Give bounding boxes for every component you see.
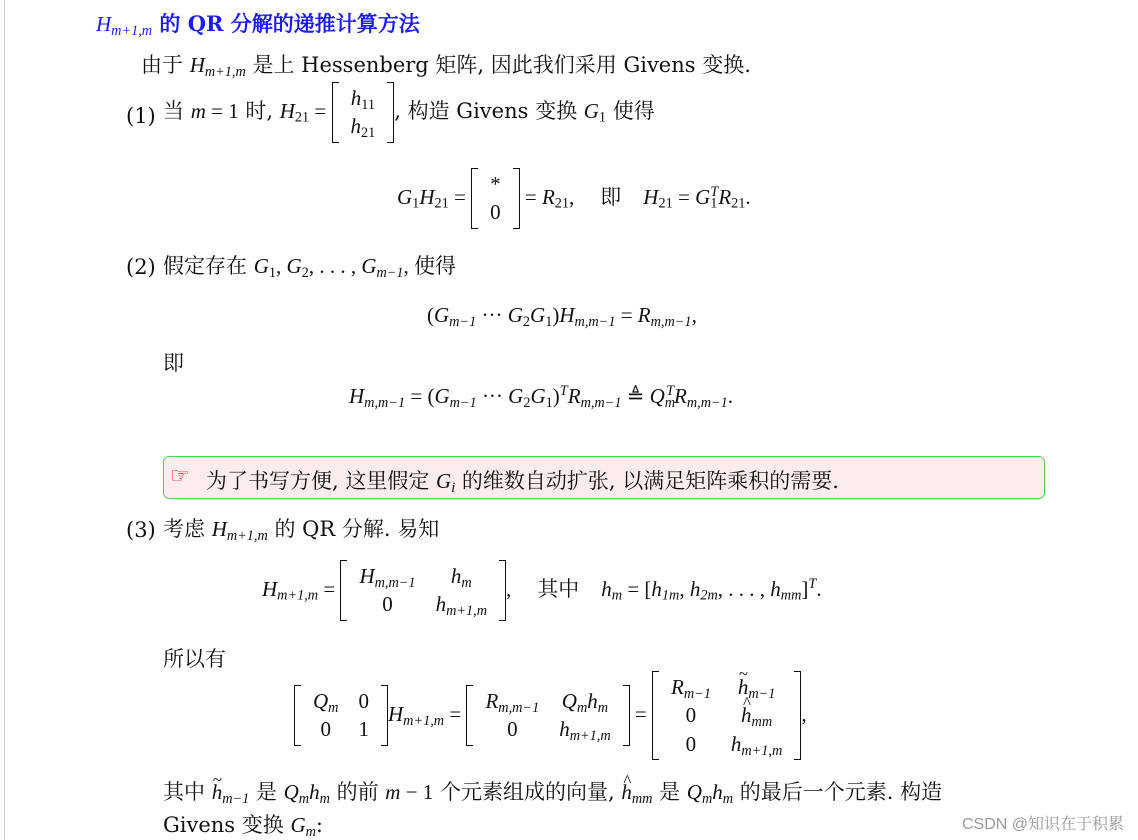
note-text: 为了书写方便, 这里假定 $G_i$ 的维数自动扩张, 以满足矩阵乘积的需要. [206,469,839,496]
step2-line: 假定存在 $G_1$, $G_2$, . . . , $G_{m-1}$, 使得 [163,254,457,281]
pointing-hand-icon: ☞ [170,464,190,489]
intro-text-a: 由于 [141,53,190,77]
page-left-rule [4,0,5,840]
step3-suoyiyou: 所以有 [163,647,226,671]
closing-text-c: 的前 [329,780,386,804]
closing-text-g: 的最后一个元素. 构造 [733,780,943,804]
note-text-a: 为了书写方便, 这里假定 [206,469,437,493]
step3-text-a: 考虑 [163,517,212,541]
intro-text-c: 是上 Hessenberg 矩阵, 因此我们采用 Givens 变换. [245,53,751,77]
note-box [163,456,1045,499]
section-title: $H_{m+1,m}$ 的 QR 分解的递推计算方法 [96,11,420,39]
intro-line: 由于 $H_{m+1,m}$ 是上 Hessenberg 矩阵, 因此我们采用 Givens 变换. [141,53,751,80]
step1-text-c: 时, [238,98,280,123]
step2-eq1: ($G_{m-1}$ ··· $G_2G_1)H_{m,m-1} = R_{m,m-1}$, [427,303,697,330]
step1-label: (1) [126,104,156,128]
matrix-block-hm: $H_{m,m-1}$ $h_m$ 0 $h_{m+1,m}$ [340,560,506,621]
step1-text-e: 使得 [606,98,655,123]
step2-label: (2) [126,255,156,279]
closing-text-b: 是 [249,780,284,804]
closing-line2: Givens 变换 $G_m$: [163,813,323,840]
step2-eq2: $H_{m,m-1} = (G_{m-1}$ ··· $G_2G_1)^TR_{m,m-1}$ ≜ $Q_m^TR_{m,m-1}$. [349,383,734,411]
step1-line: 当 m = 1 时, $H_{21}$ = $h_{11}$ $h_{21}$ , 构造 Givens 变换 $G_1$ 使得 [163,82,655,143]
matrix-h21: $h_{11}$ $h_{21}$ [332,82,395,143]
matrix-star-zero: * 0 [471,168,520,229]
step2-ji: 即 [163,351,184,375]
closing-text-a: 其中 [163,780,212,804]
section-title-text: 的 QR 分解的递推计算方法 [152,11,420,36]
closing-line1: 其中 ~ $h_{m-1}$ 是 $Q_mh_m$ 的前 m − 1 个元素组成的向量, ^ $h_{mm}$ 是 $Q_mh_m$ 的最后一个元素. 构造 [163,780,942,805]
csdn-watermark: CSDN @知识在于积累 [961,816,1124,833]
step3-equation: $H_{m+1,m}$ = $H_{m,m-1}$ $h_m$ 0 $h_{m+1,m}$ , 其中 $h_m = [h_{1m}$, $h_{2m}$, . . . , $h_{mm}]^T$. [262,560,822,621]
step1-text-d: , 构造 Givens 变换 [394,98,584,123]
closing-text-line2a: Givens 变换 [163,813,291,837]
closing-text-f: 是 [652,780,687,804]
step1-text-a: 当 [163,98,191,123]
step1-equation: $G_1H_{21}$ = * 0 = $R_{21}$, 即 $H_{21} = G_1^TR_{21}$. [397,168,751,229]
step3-big-equation: $Q_m$ 0 0 1 $H_{m+1,m}$ = $R_{m,m-1}$ $Q_mh_m$ 0 $h_{m+1,m}$ = $R_{m-1}$ ~ $h_{m-1}$ 0 ^ $h_{mm}$ 0 $h_{m+1,m}$ , [294,671,807,760]
matrix-r-qh: $R_{m,m-1}$ $Q_mh_m$ 0 $h_{m+1,m}$ [466,685,629,746]
note-text-b: 的维数自动扩张, 以满足矩阵乘积的需要. [455,469,839,493]
step3-qizhong: 其中 [537,576,580,601]
closing-text-line2b: : [315,813,323,837]
closing-text-e: 个元素组成的向量, [433,780,622,804]
matrix-result: $R_{m-1}$ ~ $h_{m-1}$ 0 ^ $h_{mm}$ 0 $h_{m+1,m}$ [652,671,801,760]
step3-text-b: 的 QR 分解. 易知 [267,517,440,541]
step3-line: 考虑 $H_{m+1,m}$ 的 QR 分解. 易知 [163,517,440,544]
step3-label: (3) [126,518,156,542]
step1-ji: 即 [600,184,622,209]
matrix-qm-block: $Q_m$ 0 0 1 [294,685,388,746]
